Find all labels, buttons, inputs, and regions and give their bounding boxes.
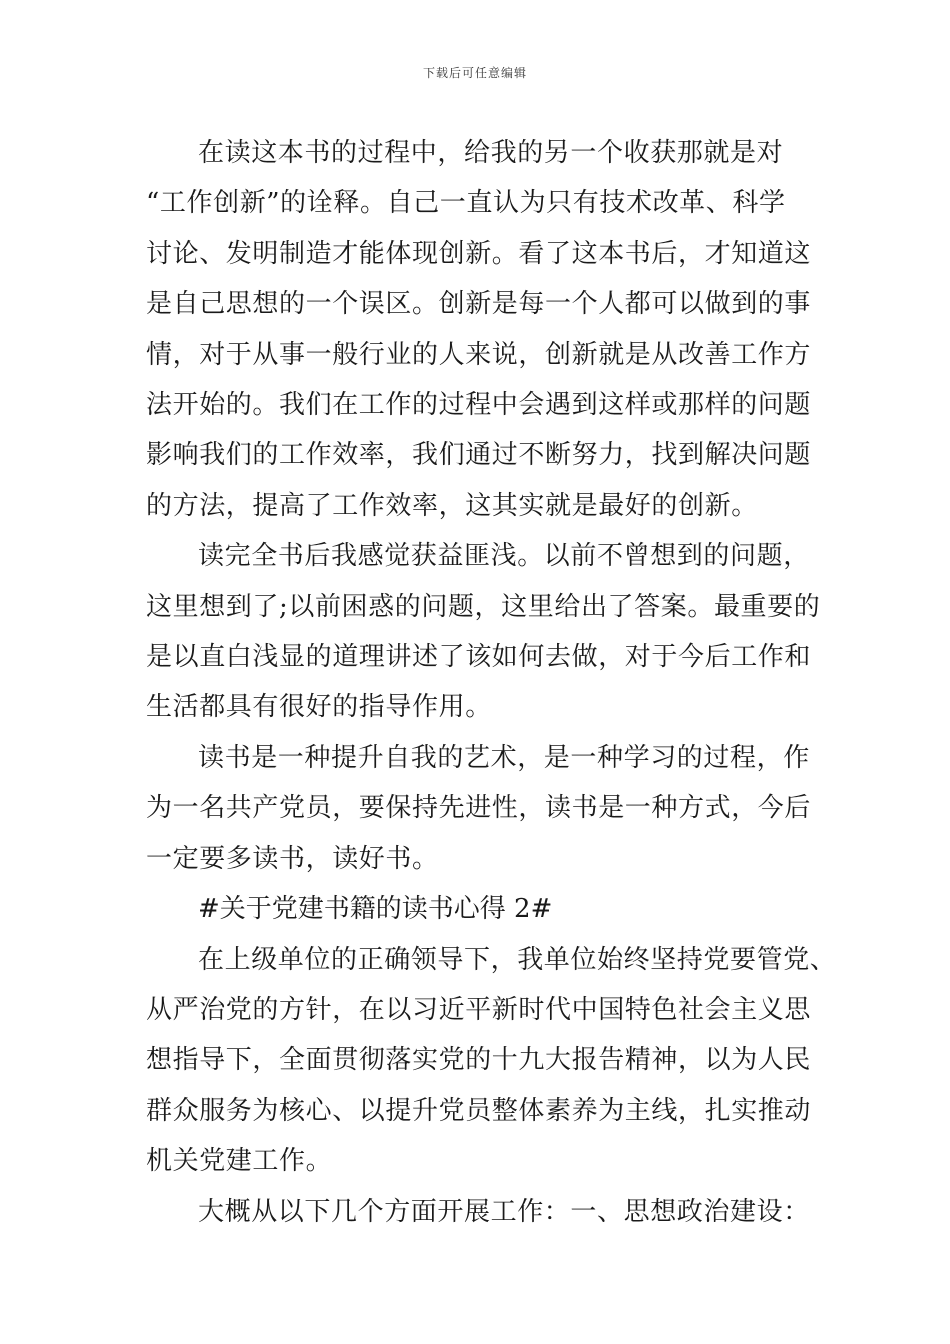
text-line: 是自己思想的一个误区。创新是每一个人都可以做到的事: [146, 289, 812, 320]
text-line: 大概从以下几个方面开展工作：一、思想政治建设：: [198, 1196, 810, 1227]
paragraph-benefit: [146, 531, 836, 733]
text-line: 读完全书后我感觉获益匪浅。以前不曾想到的问题，: [198, 541, 810, 572]
text-line: 影响我们的工作效率，我们通过不断努力，找到解决问题: [146, 440, 812, 471]
text-line: 一定要多读书，读好书。: [146, 843, 439, 874]
document-body: [146, 128, 836, 1237]
text-line: 为一名共产党员，要保持先进性，读书是一种方式，今后: [146, 793, 812, 824]
paragraph-reading: [146, 733, 836, 884]
text-line: 法开始的。我们在工作的过程中会遇到这样或那样的问题: [146, 390, 812, 421]
text-line: 在上级单位的正确领导下，我单位始终坚持党要管党、: [198, 944, 837, 975]
text-line: 的方法，提高了工作效率，这其实就是最好的创新。: [146, 490, 758, 521]
text-line: 在读这本书的过程中，给我的另一个收获那就是对: [198, 138, 784, 168]
text-line: 生活都具有很好的指导作用。: [146, 692, 492, 723]
text-line: 机关党建工作。: [146, 1146, 333, 1177]
section-heading: #关于党建书籍的读书心得 2#: [198, 894, 553, 925]
text-line: 想指导下，全面贯彻落实党的十九大报告精神，以为人民: [146, 1045, 812, 1076]
text-line: 从严治党的方针，在以习近平新时代中国特色社会主义思: [146, 994, 812, 1025]
text-line: 这里想到了;以前困惑的问题，这里给出了答案。最重要的: [146, 591, 821, 622]
text-line: 是以直白浅显的道理讲述了该如何去做，对于今后工作和: [146, 642, 812, 673]
page-header: 下载后可任意编辑: [422, 66, 527, 80]
text-line: “工作创新”的诠释。自己一直认为只有技术改革、科学: [146, 188, 786, 219]
text-line: 读书是一种提升自我的艺术，是一种学习的过程，作: [198, 742, 810, 773]
paragraph-work-areas: [146, 1187, 836, 1237]
text-line: 讨论、发明制造才能体现创新。看了这本书后，才知道这: [146, 238, 812, 269]
paragraph-innovation: [146, 128, 836, 531]
paragraph-leadership: [146, 935, 836, 1187]
text-line: 情，对于从事一般行业的人来说，创新就是从改善工作方: [146, 339, 812, 370]
text-line: 群众服务为核心、以提升党员整体素养为主线，扎实推动: [146, 1095, 812, 1126]
